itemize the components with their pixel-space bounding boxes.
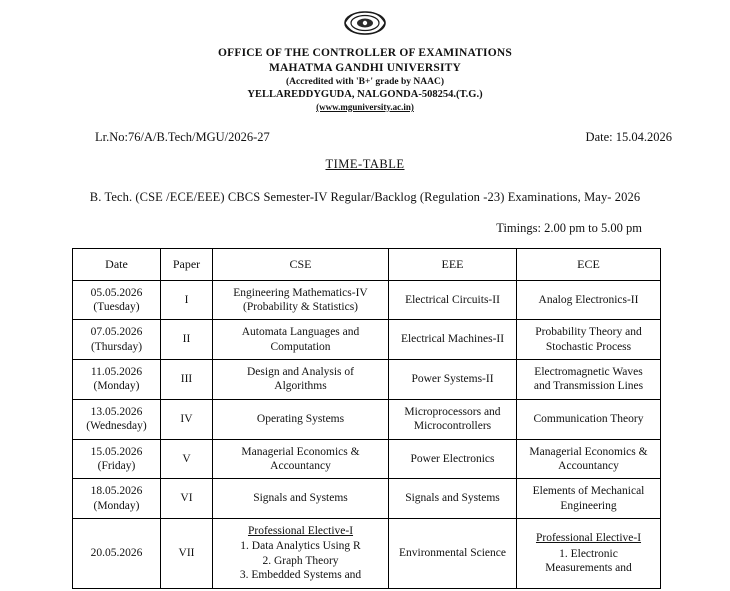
table-row: [73, 399, 661, 439]
cell-date: [73, 479, 161, 519]
col-header-ece: ECE: [517, 248, 661, 280]
row-day: (Monday): [93, 499, 140, 512]
document-title: TIME-TABLE: [325, 156, 405, 171]
timetable-body: [73, 280, 661, 588]
cell-paper: III: [161, 360, 213, 400]
cell-ece: Elements of Mechanical Engineering: [517, 479, 661, 519]
cell-eee: Electrical Machines-II: [389, 320, 517, 360]
row-date: 13.05.2026: [90, 405, 143, 418]
cell-cse: Engineering Mathematics-IV (Probability & Statistics): [213, 280, 389, 320]
cell-cse: Operating Systems: [213, 399, 389, 439]
office-title: OFFICE OF THE CONTROLLER OF EXAMINATIONS: [218, 47, 512, 59]
timetable: [72, 248, 661, 589]
university-emblem-icon: [342, 6, 388, 40]
col-header-cse: CSE: [213, 248, 389, 280]
list-item: 3. Embedded Systems and: [239, 569, 362, 582]
list-item: 1. Data Analytics Using R: [240, 540, 361, 553]
reference-number: Lr.No:76/A/B.Tech/MGU/2026-27: [95, 129, 270, 144]
row-day: (Friday): [97, 459, 136, 472]
cell-paper: VII: [161, 519, 213, 589]
cell-eee: Signals and Systems: [389, 479, 517, 519]
cell-cse: Signals and Systems: [213, 479, 389, 519]
cell-ece: Communication Theory: [517, 399, 661, 439]
cell-date: [73, 399, 161, 439]
cell-ece: Probability Theory and Stochastic Process: [517, 320, 661, 360]
exam-timings: Timings: 2.00 pm to 5.00 pm: [496, 220, 642, 235]
reference-row: [0, 130, 730, 145]
row-day: (Thursday): [90, 340, 143, 353]
list-item: 2. Graph Theory: [262, 554, 339, 567]
row-date: 20.05.2026: [90, 547, 143, 560]
row-date: 11.05.2026: [90, 366, 143, 379]
cell-date: [73, 280, 161, 320]
cell-eee: Power Electronics: [389, 439, 517, 479]
ece-elective-list: [520, 547, 657, 576]
emblem-container: [0, 0, 730, 46]
cell-eee: Power Systems-II: [389, 360, 517, 400]
col-header-paper: Paper: [161, 248, 213, 280]
row-day: (Wednesday): [86, 420, 147, 433]
row-day: (Tuesday): [93, 300, 140, 313]
university-name: MAHATMA GANDHI UNIVERSITY: [269, 61, 461, 74]
cell-date: [73, 439, 161, 479]
issue-date: Date: 15.04.2026: [585, 129, 672, 144]
cell-ece: Electromagnetic Waves and Transmission Lines: [517, 360, 661, 400]
cell-cse-elective: [213, 519, 389, 589]
address-text: YELLAREDDYGUDA, NALGONDA-508254.(T.G.): [247, 89, 483, 101]
cell-paper: V: [161, 439, 213, 479]
row-date: 05.05.2026: [90, 286, 143, 299]
cell-cse: Design and Analysis of Algorithms: [213, 360, 389, 400]
row-date: 18.05.2026: [90, 485, 143, 498]
cell-ece: Managerial Economics & Accountancy: [517, 439, 661, 479]
exam-description: B. Tech. (CSE /ECE/EEE) CBCS Semester-IV Regular/Backlog (Regulation -23) Examinations, May- 2026: [89, 189, 641, 204]
cell-eee: Electrical Circuits-II: [389, 280, 517, 320]
table-header-row: [73, 248, 661, 280]
table-row: [73, 280, 661, 320]
list-item: Measurements and: [545, 561, 632, 574]
cell-eee: Microprocessors and Microcontrollers: [389, 399, 517, 439]
table-row: [73, 360, 661, 400]
row-date: 15.05.2026: [90, 445, 143, 458]
cell-cse: Managerial Economics & Accountancy: [213, 439, 389, 479]
col-header-eee: EEE: [389, 248, 517, 280]
list-item: 1. Electronic: [559, 547, 618, 560]
letterhead: [0, 46, 730, 114]
cell-cse: Automata Languages and Computation: [213, 320, 389, 360]
timetable-container: [0, 248, 730, 589]
table-row: [73, 320, 661, 360]
ece-elective-title: Professional Elective-I: [535, 532, 642, 545]
table-row-elective: [73, 519, 661, 589]
cse-elective-title: Professional Elective-I: [247, 525, 354, 538]
cell-ece: Analog Electronics-II: [517, 280, 661, 320]
cse-elective-list: [216, 539, 385, 582]
row-day: (Monday): [93, 380, 140, 393]
cell-ece-elective: [517, 519, 661, 589]
table-row: [73, 439, 661, 479]
cell-date: [73, 320, 161, 360]
col-header-date: Date: [73, 248, 161, 280]
cell-paper: IV: [161, 399, 213, 439]
row-date: 07.05.2026: [90, 326, 143, 339]
accreditation-text: (Accredited with 'B+' grade by NAAC): [285, 76, 444, 87]
table-row: [73, 479, 661, 519]
cell-paper: II: [161, 320, 213, 360]
cell-date: [73, 360, 161, 400]
cell-date: [73, 519, 161, 589]
website-link[interactable]: (www.mguniversity.ac.in): [316, 101, 414, 112]
cell-paper: VI: [161, 479, 213, 519]
cell-paper: I: [161, 280, 213, 320]
cell-eee: Environmental Science: [389, 519, 517, 589]
